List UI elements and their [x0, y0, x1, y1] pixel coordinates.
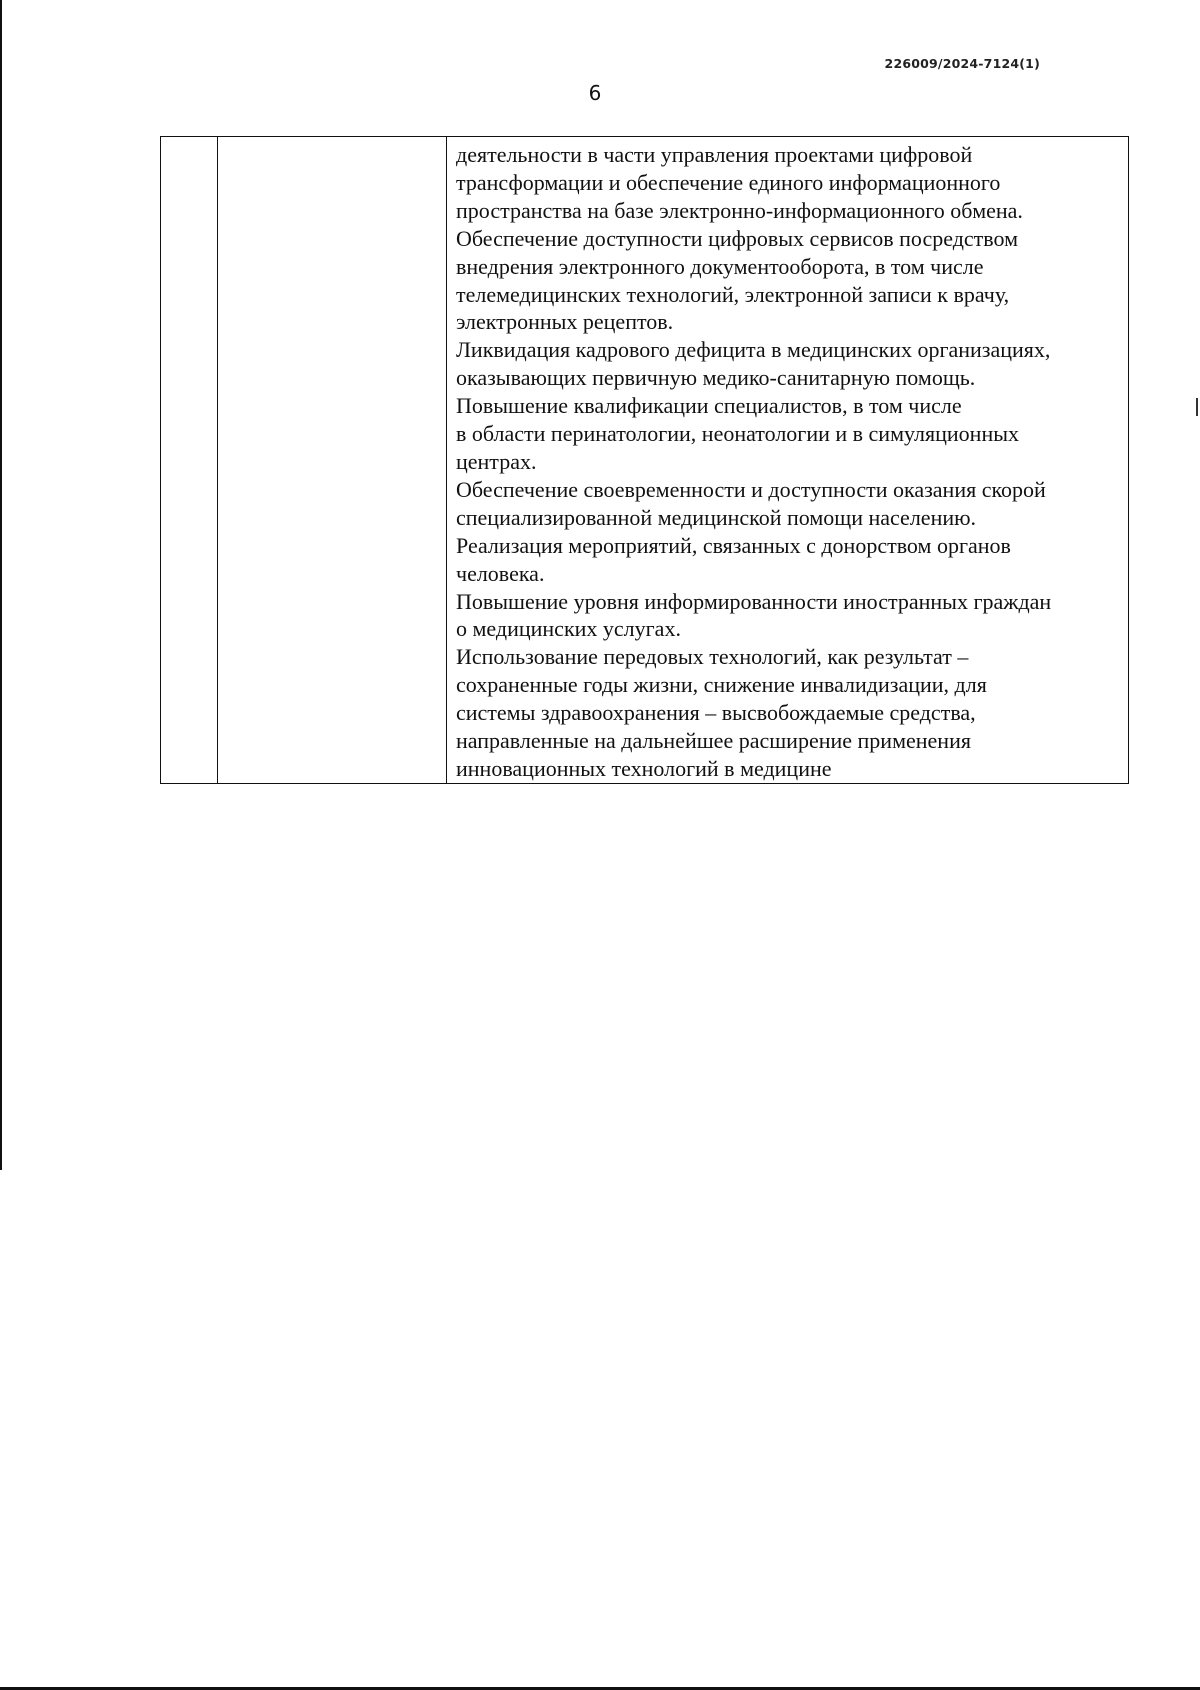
continuation-table: [160, 136, 1129, 784]
document-registration-number: 226009/2024-7124(1): [884, 56, 1040, 71]
description-line: трансформации и обеспечение единого информационного: [456, 169, 1001, 195]
row-name: [218, 137, 446, 141]
description-line: направленные на дальнейшее расширение применения: [456, 728, 971, 754]
description-line: Обеспечение доступности цифровых сервисов посредством: [456, 225, 1019, 251]
description-line: Повышение уровня информированности иностранных граждан: [456, 588, 1052, 614]
description-line: человека.: [456, 560, 545, 586]
description-line: Ликвидация кадрового дефицита в медицинских организациях,: [456, 337, 1051, 363]
scan-edge-left: [0, 0, 2, 1170]
description-line: оказывающих первичную медико-санитарную помощь.: [456, 365, 976, 391]
description-line: Реализация мероприятий, связанных с донорством органов: [456, 532, 1011, 558]
description-line: Обеспечение своевременности и доступности оказания скорой: [456, 476, 1046, 502]
description-line: инновационных технологий в медицине: [456, 755, 832, 781]
scan-edge-mark: [1196, 398, 1198, 416]
description-line: Повышение квалификации специалистов, в том числе: [456, 393, 962, 419]
description-line: системы здравоохранения – высвобождаемые средства,: [456, 700, 976, 726]
description-line: внедрения электронного документооборота, в том числе: [456, 253, 984, 279]
row-description: [447, 137, 1128, 783]
description-line: сохраненные годы жизни, снижение инвалидизации, для: [456, 672, 987, 698]
page-number: 6: [588, 81, 602, 105]
row-name-cell: [218, 137, 447, 784]
description-line: специализированной медицинской помощи населению.: [456, 504, 977, 530]
description-line: телемедицинских технологий, электронной записи к врачу,: [456, 281, 1010, 307]
description-line: Использование передовых технологий, как результат –: [456, 644, 969, 670]
description-line: в области перинатологии, неонатологии и в симуляционных: [456, 421, 1020, 447]
row-number: [161, 137, 217, 141]
table-row: [161, 137, 1129, 784]
description-line: деятельности в части управления проектами цифровой: [456, 142, 973, 167]
description-line: пространства на базе электронно-информационного обмена.: [456, 197, 1023, 223]
row-number-cell: [161, 137, 218, 784]
description-line: центрах.: [456, 448, 537, 474]
description-line: электронных рецептов.: [456, 309, 674, 335]
row-description-cell: [447, 137, 1129, 784]
description-line: о медицинских услугах.: [456, 616, 681, 642]
